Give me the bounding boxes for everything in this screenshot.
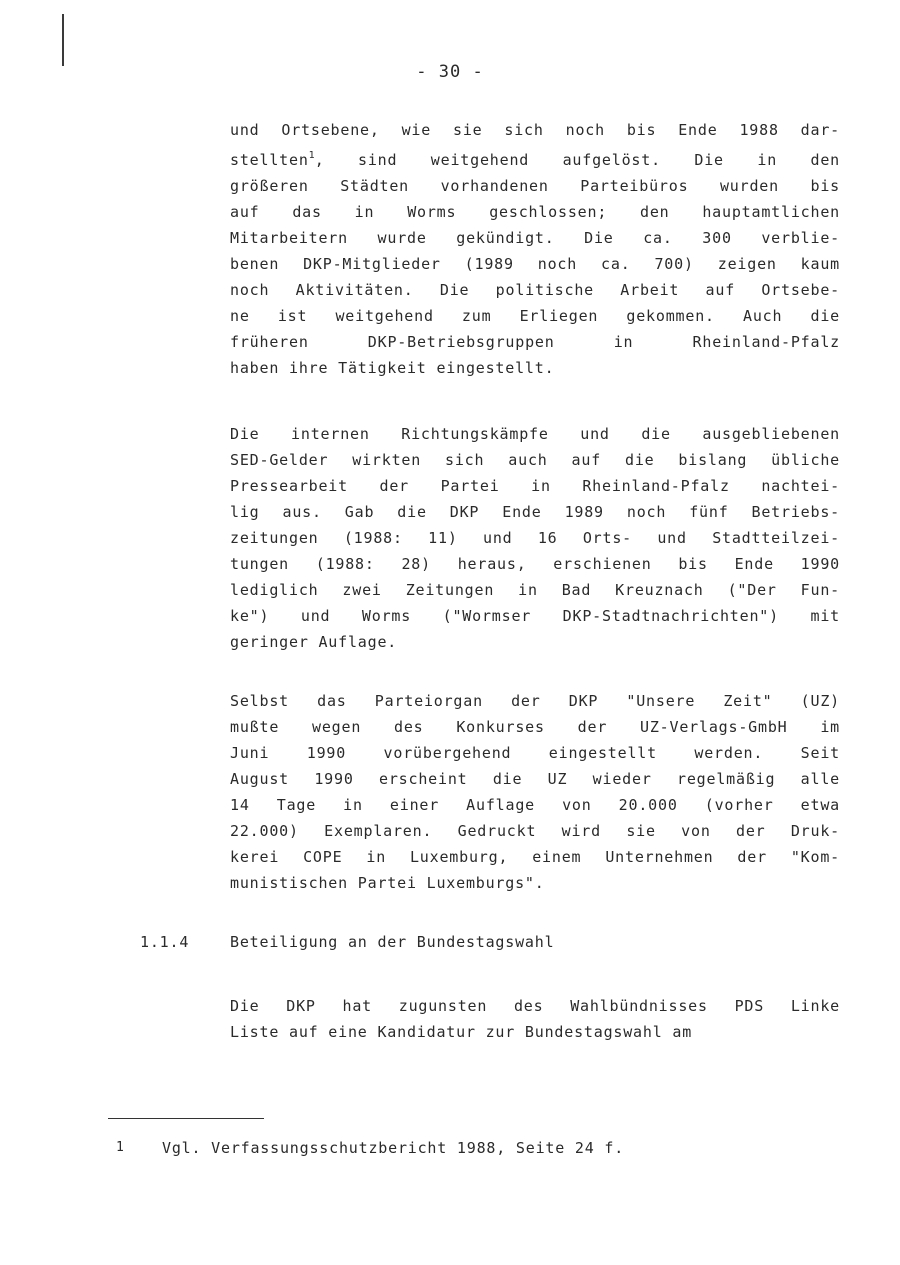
- text-line: früheren DKP-Betriebsgruppen in Rheinland-Pfalz: [230, 333, 840, 351]
- text-line: haben ihre Tätigkeit eingestellt.: [230, 359, 555, 377]
- footnote-number: 1: [116, 1140, 124, 1155]
- footnote-text: Vgl. Verfassungsschutzbericht 1988, Seite 24 f.: [162, 1139, 625, 1157]
- text-line: Die DKP hat zugunsten des Wahlbündnisses PDS Linke: [230, 997, 840, 1015]
- page-number: - 30 -: [416, 62, 484, 82]
- text-line: Mitarbeitern wurde gekündigt. Die ca. 300 verblie-: [230, 229, 840, 247]
- text-line: Die internen Richtungskämpfe und die ausgebliebenen: [230, 425, 840, 443]
- footnote-divider: [108, 1118, 264, 1119]
- section-title: Beteiligung an der Bundestagswahl: [230, 933, 555, 951]
- text-line: 14 Tage in einer Auflage von 20.000 (vorher etwa: [230, 796, 840, 814]
- text-line: lediglich zwei Zeitungen in Bad Kreuznach ("Der Fun-: [230, 581, 840, 599]
- text-line: ke") und Worms ("Wormser DKP-Stadtnachrichten") mit: [230, 607, 840, 625]
- paragraph-1: [230, 117, 840, 381]
- paragraph-4: [230, 993, 840, 1045]
- text-line: auf das in Worms geschlossen; den hauptamtlichen: [230, 203, 840, 221]
- text-line: noch Aktivitäten. Die politische Arbeit auf Ortsebe-: [230, 281, 840, 299]
- text-line: zeitungen (1988: 11) und 16 Orts- und Stadtteilzei-: [230, 529, 840, 547]
- text-line: SED-Gelder wirkten sich auch auf die bislang übliche: [230, 451, 840, 469]
- footnote-reference: 1: [308, 150, 315, 161]
- text-line: Juni 1990 vorübergehend eingestellt werden. Seit: [230, 744, 840, 762]
- text-line: August 1990 erscheint die UZ wieder regelmäßig alle: [230, 770, 840, 788]
- paragraph-2: [230, 421, 840, 655]
- section-number: 1.1.4: [140, 933, 190, 951]
- text-segment: stellten: [230, 151, 309, 169]
- text-line: ne ist weitgehend zum Erliegen gekommen. Auch die: [230, 307, 840, 325]
- text-line: benen DKP-Mitglieder (1989 noch ca. 700) zeigen kaum: [230, 255, 840, 273]
- text-line: [230, 143, 840, 173]
- text-line: und Ortsebene, wie sie sich noch bis Ende 1988 dar-: [230, 121, 840, 139]
- text-line: 22.000) Exemplaren. Gedruckt wird sie von der Druk-: [230, 822, 840, 840]
- text-line: größeren Städten vorhandenen Parteibüros wurden bis: [230, 177, 840, 195]
- text-line: Pressearbeit der Partei in Rheinland-Pfalz nachtei-: [230, 477, 840, 495]
- scan-edge-mark: [62, 14, 64, 66]
- text-line: tungen (1988: 28) heraus, erschienen bis Ende 1990: [230, 555, 840, 573]
- text-segment: , sind weitgehend aufgelöst. Die in den: [314, 151, 840, 169]
- text-line: lig aus. Gab die DKP Ende 1989 noch fünf Betriebs-: [230, 503, 840, 521]
- text-line: Liste auf eine Kandidatur zur Bundestagswahl am: [230, 1023, 693, 1041]
- paragraph-3: [230, 688, 840, 896]
- text-line: geringer Auflage.: [230, 633, 398, 651]
- text-line: kerei COPE in Luxemburg, einem Unternehmen der "Kom-: [230, 848, 840, 866]
- text-line: mußte wegen des Konkurses der UZ-Verlags-GmbH im: [230, 718, 840, 736]
- text-line: munistischen Partei Luxemburgs".: [230, 874, 545, 892]
- text-line: Selbst das Parteiorgan der DKP "Unsere Zeit" (UZ): [230, 692, 840, 710]
